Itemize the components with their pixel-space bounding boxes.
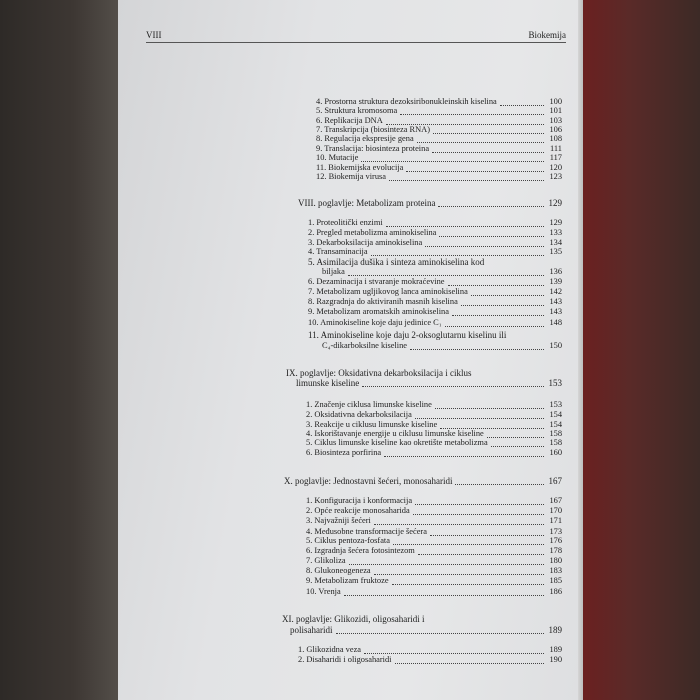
dot-leader xyxy=(425,238,544,247)
toc-entry-title: 10. Aminokiseline koje daju jedinice C₁ xyxy=(308,318,442,327)
toc-page-number: 154 xyxy=(549,410,562,419)
toc-entry-title: 6. Biosinteza porfirina xyxy=(306,448,382,457)
dot-leader xyxy=(386,218,544,227)
dot-leader xyxy=(406,163,544,172)
toc-page-number: 133 xyxy=(549,228,562,237)
toc-entry xyxy=(306,448,562,458)
toc-entry-title: 6. Izgradnja šećera fotosintezom xyxy=(306,546,415,555)
toc-page-number: 143 xyxy=(549,307,562,316)
toc-page-number: 160 xyxy=(549,448,562,457)
dot-leader xyxy=(336,625,544,634)
dot-leader xyxy=(395,655,544,664)
toc-page-number: 167 xyxy=(549,496,562,505)
toc-entry-title: limunske kiseline xyxy=(296,378,360,388)
toc-entry-title: polisaharidi xyxy=(290,625,333,635)
toc-entry xyxy=(306,516,562,526)
dot-leader xyxy=(344,587,544,596)
toc-entry xyxy=(316,134,562,144)
toc-entry xyxy=(306,536,562,546)
dot-leader xyxy=(435,400,544,409)
toc-entry-title: 2. Pregled metabolizma aminokiselina xyxy=(308,228,437,237)
toc-entry xyxy=(308,257,484,267)
toc-entry xyxy=(306,566,562,576)
toc-entry-title: 3. Reakcije u ciklusu limunske kiseline xyxy=(306,420,438,429)
toc-entry xyxy=(306,576,562,586)
dot-leader xyxy=(455,476,544,485)
toc-entry-title: VIII. poglavlje: Metabolizam proteina xyxy=(298,198,436,208)
toc-entry-title: 2. Oksidativna dekarboksilacija xyxy=(306,410,412,419)
toc-page-number: 120 xyxy=(549,163,562,172)
toc-page-number: 158 xyxy=(549,429,562,438)
toc-entry-title: 4. Prostorna struktura dezoksiribonukleinskih kiselina xyxy=(316,97,497,106)
header-rule xyxy=(146,42,566,43)
dot-leader xyxy=(384,448,544,457)
book-cover-edge xyxy=(582,0,700,700)
toc-entry xyxy=(308,247,562,257)
toc-entry xyxy=(306,410,562,420)
toc-page-number: 111 xyxy=(550,144,562,153)
toc-entry xyxy=(308,277,562,287)
toc-page-number: 185 xyxy=(549,576,562,585)
dot-leader xyxy=(430,527,544,536)
toc-page-number: 167 xyxy=(548,476,562,486)
dot-leader xyxy=(389,172,544,181)
toc-entry-title: 7. Transkripcija (biosinteza RNA) xyxy=(316,125,430,134)
dot-leader xyxy=(445,318,544,327)
toc-entry-title: 1. Konfiguracija i konformacija xyxy=(306,496,413,505)
toc-entry-title: 7. Metabolizam ugljikovog lanca aminokiselina xyxy=(308,287,468,296)
chapter-heading xyxy=(298,198,562,208)
toc-page-number: 142 xyxy=(549,287,562,296)
dot-leader xyxy=(415,496,544,505)
toc-entry-title: 5. Asimilacija dušika i sinteza aminokiselina kod xyxy=(308,257,485,267)
chapter-heading xyxy=(290,625,562,635)
toc-entry xyxy=(308,297,562,307)
dot-leader xyxy=(432,144,544,153)
toc-page-number: 129 xyxy=(548,198,562,208)
dot-leader xyxy=(448,277,544,286)
toc-entry xyxy=(298,645,562,655)
toc-page-number: 189 xyxy=(548,625,562,635)
toc-page-number: 180 xyxy=(549,556,562,565)
toc-page-number: 143 xyxy=(549,297,562,306)
toc-page-number: 103 xyxy=(549,116,562,125)
toc-entry xyxy=(316,153,562,163)
toc-entry-title: 9. Translacija: biosinteza proteina xyxy=(316,144,430,153)
toc-entry-title: 8. Razgradnja do aktiviranih masnih kiselina xyxy=(308,297,458,306)
toc-entry-title: X. poglavlje: Jednostavni šećeri, monosaharidi xyxy=(284,476,453,486)
toc-entry xyxy=(308,318,562,328)
toc-page-number: 176 xyxy=(549,536,562,545)
toc-entry-title: 1. Značenje ciklusa limunske kiseline xyxy=(306,400,432,409)
page-number: VIII xyxy=(146,30,162,40)
dot-leader xyxy=(374,516,544,525)
toc-entry-title: 5. Struktura kromosoma xyxy=(316,106,398,115)
toc-entry-title: 10. Vrenja xyxy=(306,587,341,596)
chapter-heading xyxy=(282,614,424,624)
dot-leader xyxy=(471,287,544,296)
dot-leader xyxy=(491,438,544,447)
toc-entry-title: 5. Ciklus limunske kiseline kao okretište metabolizma xyxy=(306,438,488,447)
toc-entry-title: 10. Mutacije xyxy=(316,153,359,162)
dot-leader xyxy=(433,125,544,134)
toc-page-number: 183 xyxy=(549,566,562,575)
toc-page-number: 136 xyxy=(549,267,562,276)
toc-entry xyxy=(306,496,562,506)
toc-page-number: 153 xyxy=(549,400,562,409)
dot-leader xyxy=(452,307,544,316)
toc-entry xyxy=(308,218,562,228)
toc-entry xyxy=(306,506,562,516)
toc-entry-title: 3. Najvažniji šećeri xyxy=(306,516,371,525)
dot-leader xyxy=(374,566,544,575)
toc-entry-title: 6. Replikacija DNA xyxy=(316,116,383,125)
toc-entry-title: 12. Biokemija virusa xyxy=(316,172,387,181)
toc-page-number: 117 xyxy=(549,153,562,162)
toc-entry-title: 8. Glukoneogeneza xyxy=(306,566,371,575)
toc-page-number: 154 xyxy=(549,420,562,429)
dot-leader xyxy=(417,134,544,143)
toc-entry xyxy=(316,106,562,116)
background-left xyxy=(0,0,122,700)
toc-entry-title: 11. Aminokiseline koje daju 2-oksoglutarnu kiselinu ili xyxy=(308,330,507,340)
toc-page-number: 148 xyxy=(549,318,562,327)
toc-entry xyxy=(306,556,562,566)
toc-entry-title: 1. Glikozidna veza xyxy=(298,645,362,654)
toc-entry xyxy=(306,438,562,448)
toc-entry-title: 9. Metabolizam fruktoze xyxy=(306,576,389,585)
dot-leader xyxy=(362,378,544,387)
dot-leader xyxy=(418,546,544,555)
toc-page-number: 101 xyxy=(549,106,562,115)
toc-entry xyxy=(306,587,562,597)
toc-entry-title: 7. Glikoliza xyxy=(306,556,346,565)
dot-leader xyxy=(461,297,544,306)
toc-page-number: 186 xyxy=(549,587,562,596)
toc-page-number: 171 xyxy=(549,516,562,525)
toc-entry xyxy=(306,546,562,556)
toc-entry xyxy=(308,330,506,340)
running-title: Biokemija xyxy=(528,30,566,40)
dot-leader xyxy=(393,536,544,545)
chapter-heading xyxy=(284,476,562,486)
dot-leader xyxy=(371,247,544,256)
toc-page-number: 135 xyxy=(549,247,562,256)
toc-entry-title: C₄-dikarboksilne kiseline xyxy=(322,341,408,350)
toc-entry-title: 4. Transaminacija xyxy=(308,247,368,256)
toc-entry-title: 6. Dezaminacija i stvaranje mokraćevine xyxy=(308,277,445,286)
toc-entry xyxy=(322,267,562,277)
toc-entry xyxy=(322,341,562,351)
chapter-heading xyxy=(286,368,471,378)
toc-entry-title: IX. poglavlje: Oksidativna dekarboksilacija i ciklus xyxy=(286,368,472,378)
toc-entry-title: 3. Dekarboksilacija aminokiselina xyxy=(308,238,423,247)
dot-leader xyxy=(349,556,544,565)
toc-page-number: 108 xyxy=(549,134,562,143)
toc-entry-title: biljaka xyxy=(322,267,345,276)
dot-leader xyxy=(361,153,544,162)
toc-entry-title: 2. Opće reakcije monosaharida xyxy=(306,506,410,515)
toc-entry xyxy=(298,655,562,665)
dot-leader xyxy=(386,116,544,125)
toc-page-number: 134 xyxy=(549,238,562,247)
toc-page-number: 100 xyxy=(549,97,562,106)
toc-entry xyxy=(308,287,562,297)
toc-page-number: 153 xyxy=(548,378,562,388)
toc-entry-title: 4. Međusobne transformacije šećera xyxy=(306,527,427,536)
toc-page-number: 173 xyxy=(549,527,562,536)
toc-entry-title: 1. Proteolitički enzimi xyxy=(308,218,383,227)
book-page xyxy=(118,0,578,700)
dot-leader xyxy=(415,410,544,419)
toc-page-number: 189 xyxy=(549,645,562,654)
toc-entry-title: 8. Regulacija ekspresije gena xyxy=(316,134,414,143)
dot-leader xyxy=(400,106,544,115)
toc-entry xyxy=(308,307,562,317)
toc-entry-title: 5. Ciklus pentoza-fosfata xyxy=(306,536,390,545)
toc-page-number: 129 xyxy=(549,218,562,227)
dot-leader xyxy=(410,341,544,350)
toc-page-number: 190 xyxy=(549,655,562,664)
toc-page-number: 158 xyxy=(549,438,562,447)
toc-page-number: 150 xyxy=(549,341,562,350)
dot-leader xyxy=(487,429,544,438)
toc-entry-title: 9. Metabolizam aromatskih aminokiselina xyxy=(308,307,449,316)
toc-entry xyxy=(308,228,562,238)
toc-entry-title: 4. Iskorištavanje energije u ciklusu limunske kiseline xyxy=(306,429,484,438)
toc-entry-title: 11. Biokemijska evolucija xyxy=(316,163,404,172)
toc-page-number: 123 xyxy=(549,172,562,181)
toc-entry xyxy=(306,400,562,410)
dot-leader xyxy=(438,198,544,207)
dot-leader xyxy=(413,506,544,515)
dot-leader xyxy=(392,576,544,585)
toc-entry xyxy=(316,172,562,182)
toc-entry-title: XI. poglavlje: Glikozidi, oligosaharidi i xyxy=(282,614,425,624)
toc-page-number: 170 xyxy=(549,506,562,515)
toc-page-number: 139 xyxy=(549,277,562,286)
toc-page-number: 178 xyxy=(549,546,562,555)
dot-leader xyxy=(439,228,544,237)
dot-leader xyxy=(440,420,544,429)
toc-entry-title: 2. Disaharidi i oligosaharidi xyxy=(298,655,392,664)
dot-leader xyxy=(348,267,544,276)
toc-page-number: 106 xyxy=(549,125,562,134)
chapter-heading xyxy=(296,378,562,388)
dot-leader xyxy=(364,645,544,654)
